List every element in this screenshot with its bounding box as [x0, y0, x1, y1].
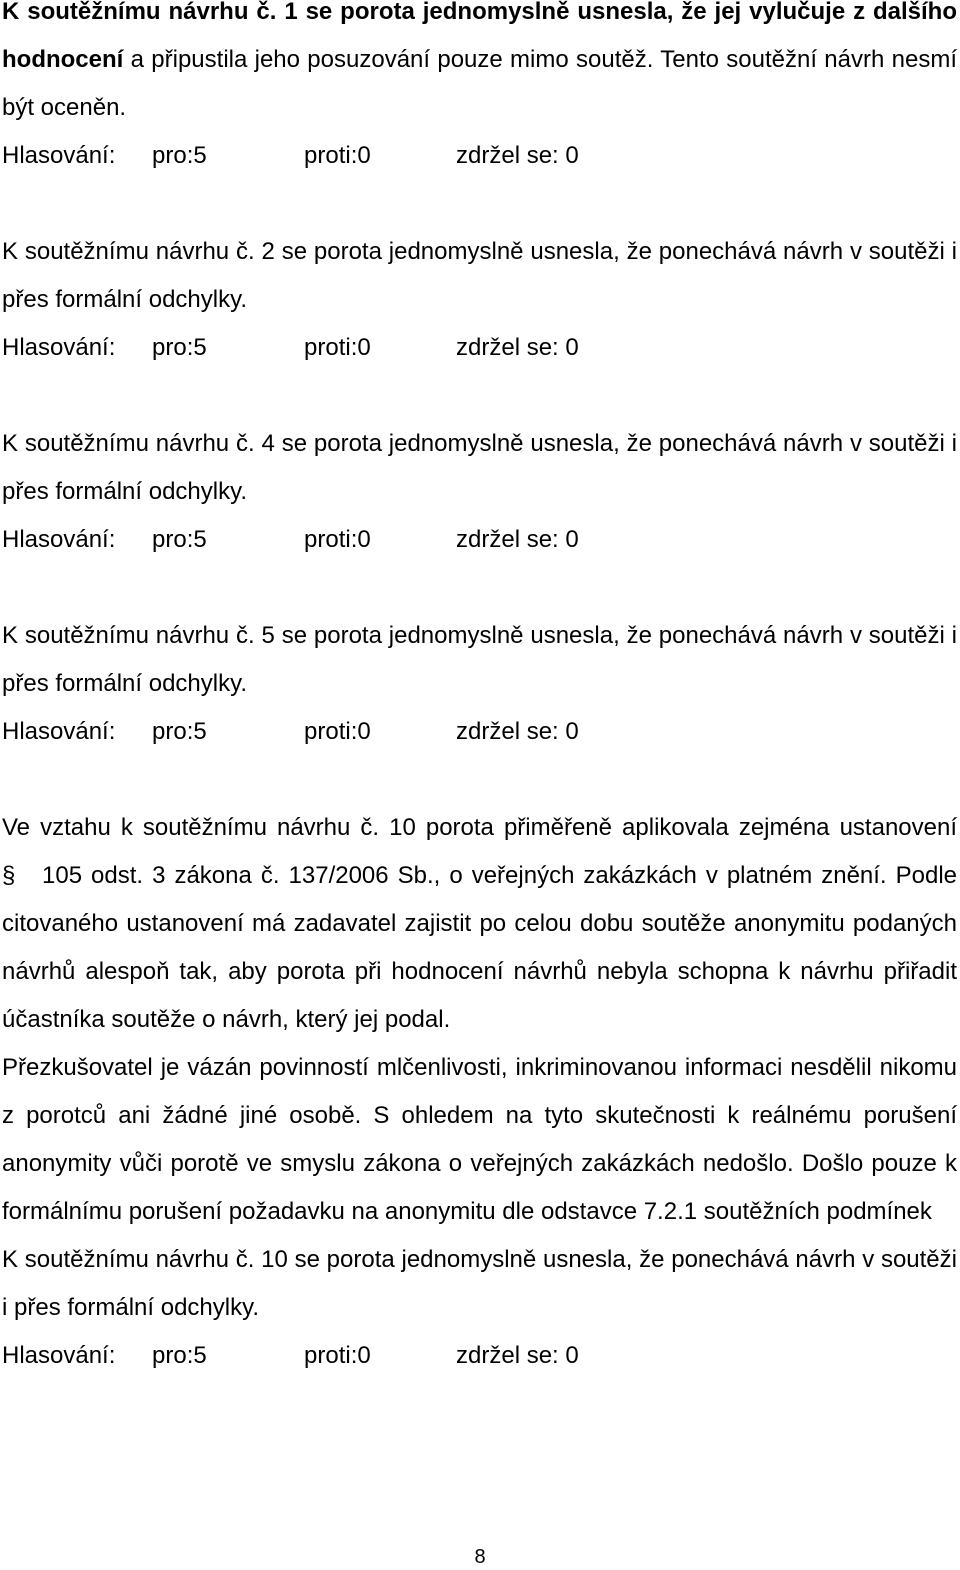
vote-pro: pro:5 [152, 142, 207, 169]
resolution-1-text: a připustila jeho posuzování pouze mimo soutěž. Tento soutěžní návrh nesmí být oceněn. [2, 46, 957, 121]
vote-proti: proti:0 [304, 718, 371, 745]
resolution-paragraph-4: K soutěžnímu návrhu č. 4 se porota jednomyslně usnesla, že ponechává návrh v soutěži i přes formální odchylky. [2, 430, 957, 505]
spacer [2, 756, 957, 804]
vote-line-2 [2, 324, 957, 372]
vote-label: Hlasování: [2, 526, 116, 553]
examiner-paragraph: Přezkušovatel je vázán povinností mlčenlivosti, inkriminovanou informaci nesdělil nikomu z porotců ani žádné jiné osobě. S ohledem na tyto skutečnosti k reálnému porušení anonymity vůči porotě ve smyslu zákona o veřejných zakázkách nedošlo. Došlo pouze k formálnímu porušení požadavku na anonymitu dle odstavce 7.2.1 soutěžních podmínek [2, 1054, 957, 1225]
anonymity-paragraph [2, 804, 957, 1044]
vote-abstain: zdržel se: 0 [456, 142, 579, 169]
spacer [2, 372, 957, 420]
spacer [2, 180, 957, 228]
vote-pro: pro:5 [152, 718, 207, 745]
vote-pro: pro:5 [152, 526, 207, 553]
vote-proti: proti:0 [304, 142, 371, 169]
vote-label: Hlasování: [2, 1342, 116, 1369]
vote-label: Hlasování: [2, 142, 116, 169]
resolution-paragraph-2: K soutěžnímu návrhu č. 2 se porota jednomyslně usnesla, že ponechává návrh v soutěži i přes formální odchylky. [2, 238, 957, 313]
vote-abstain: zdržel se: 0 [456, 526, 579, 553]
vote-proti: proti:0 [304, 1342, 371, 1369]
vote-abstain: zdržel se: 0 [456, 1342, 579, 1369]
page-number: 8 [474, 1546, 486, 1568]
anonymity-text-part2: 105 odst. 3 zákona č. 137/2006 Sb., o veřejných zakázkách v platném znění. Podle citovaného ustanovení má zadavatel zajistit po celou dobu soutěže anonymitu podaných návrhů alespoň tak, aby porota při hodnocení návrhů nebyla schopna k návrhu přiřadit účastníka soutěže o návrh, který jej podal. [2, 862, 957, 1033]
vote-line-4 [2, 516, 957, 564]
resolution-paragraph-5: K soutěžnímu návrhu č. 5 se porota jednomyslně usnesla, že ponechává návrh v soutěži i přes formální odchylky. [2, 622, 957, 697]
vote-line-1 [2, 132, 957, 180]
vote-proti: proti:0 [304, 334, 371, 361]
document-body [2, 0, 957, 1380]
vote-pro: pro:5 [152, 334, 207, 361]
vote-label: Hlasování: [2, 334, 116, 361]
resolution-1-bold-text: K soutěžnímu návrhu č. 1 se porota jednomyslně usnesla, že jej vylučuje z dalšího hodnocení [2, 0, 957, 73]
vote-label: Hlasování: [2, 718, 116, 745]
vote-line-10 [2, 1332, 957, 1380]
vote-line-5 [2, 708, 957, 756]
resolution-paragraph-10: K soutěžnímu návrhu č. 10 se porota jednomyslně usnesla, že ponechává návrh v soutěži i přes formální odchylky. [2, 1246, 957, 1321]
vote-pro: pro:5 [152, 1342, 207, 1369]
vote-abstain: zdržel se: 0 [456, 334, 579, 361]
section-sign: § [2, 862, 16, 889]
anonymity-text-part1: Ve vztahu k soutěžnímu návrhu č. 10 porota přiměřeně aplikovala zejména ustanovení [2, 814, 957, 841]
resolution-paragraph-1 [2, 0, 957, 132]
vote-proti: proti:0 [304, 526, 371, 553]
spacer [2, 564, 957, 612]
vote-abstain: zdržel se: 0 [456, 718, 579, 745]
